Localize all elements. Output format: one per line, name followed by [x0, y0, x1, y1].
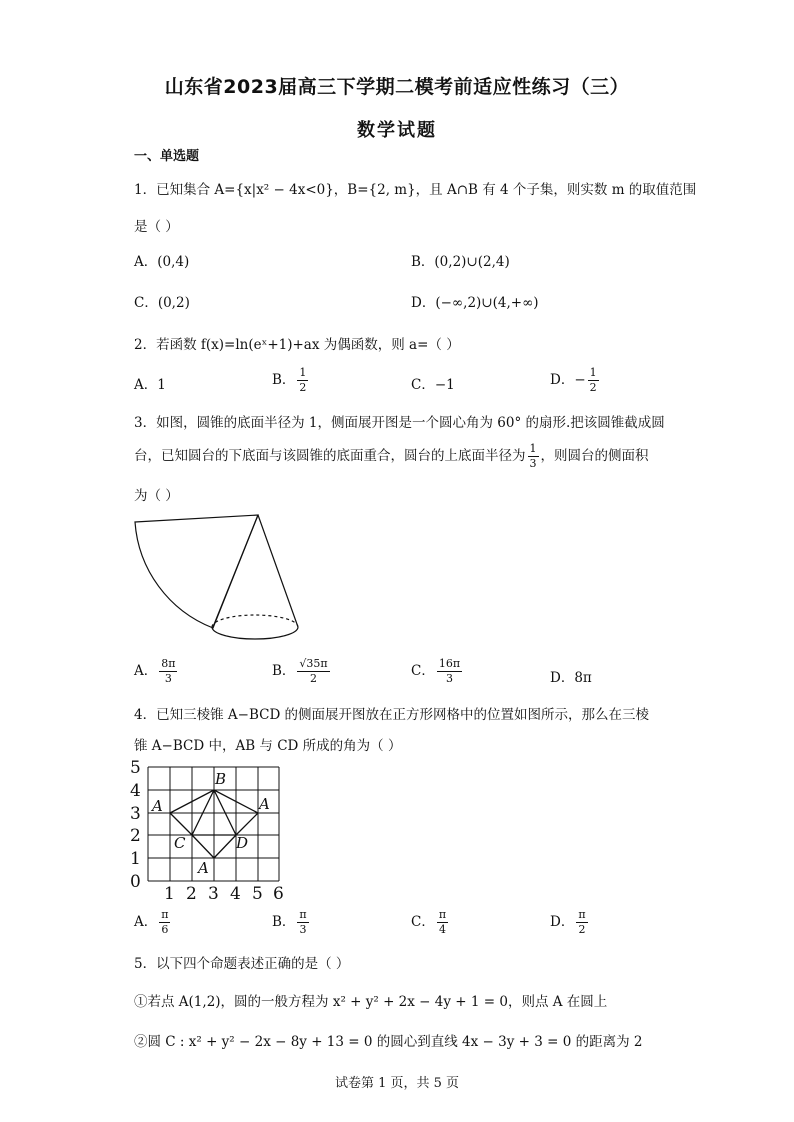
q2-stem: 2．若函数 f(x)=ln(eˣ+1)+ax 为偶函数，则 a=（ ）	[134, 337, 460, 353]
vertex-label-c: C	[174, 834, 186, 852]
paper-title: 山东省2023届高三下学期二模考前适应性练习（三）	[164, 76, 630, 98]
q3-option-b-label: B．	[272, 663, 296, 679]
fraction-numerator: π	[161, 908, 169, 921]
q3-option-b	[272, 657, 332, 686]
q3-stem-line2-b: ，则圆台的侧面积	[540, 448, 649, 464]
q4-option-c-fraction	[437, 908, 448, 937]
y-tick-3: 3	[130, 804, 141, 824]
q3-option-a	[134, 657, 179, 686]
fraction-numerator: √35π	[299, 657, 328, 670]
y-tick-1: 1	[130, 849, 141, 869]
fraction-denominator: 2	[299, 381, 307, 394]
fraction-denominator: 2	[578, 923, 586, 936]
fraction-denominator: 4	[438, 923, 446, 936]
fraction-numerator: 1	[529, 442, 537, 455]
q3-radius-fraction	[528, 442, 539, 471]
q4-option-a	[134, 908, 172, 937]
q3-option-a-fraction	[159, 657, 177, 686]
fraction-denominator: 3	[164, 672, 172, 685]
cone-left-edge	[213, 515, 258, 627]
y-tick-5: 5	[130, 758, 141, 778]
fraction-denominator: 2	[589, 381, 597, 394]
q4-option-d-fraction	[576, 908, 587, 937]
fraction-denominator: 2	[310, 672, 318, 685]
q5-stem: 5．以下四个命题表述正确的是（ ）	[134, 956, 350, 972]
x-tick-4: 4	[230, 884, 241, 902]
q4-option-a-label: A．	[134, 914, 158, 930]
vertex-label-d: D	[236, 834, 249, 852]
fraction-numerator: 1	[299, 366, 307, 379]
q1-stem-line2: 是（ ）	[134, 219, 179, 235]
q4-option-b	[272, 908, 311, 937]
q2-option-a: A．1	[134, 377, 166, 393]
fraction-numerator: 1	[589, 366, 597, 379]
q3-option-d: D．8π	[550, 670, 592, 686]
cone-base-back	[212, 615, 298, 627]
q3-stem-line1: 3．如图，圆锥的底面半径为 1，侧面展开图是一个圆心角为 60° 的扇形.把该圆锥截成圆	[134, 415, 665, 431]
q3-option-a-label: A．	[134, 663, 158, 679]
q4-option-c-label: C．	[411, 914, 435, 930]
q3-option-c-fraction	[437, 657, 462, 686]
sector-development	[135, 515, 258, 628]
x-tick-6: 6	[273, 884, 284, 902]
paper-subject: 数学试题	[357, 120, 437, 141]
q4-option-c	[411, 908, 450, 937]
cone-base-front	[212, 627, 298, 639]
q5-statement-2: ②圆 C : x² + y² − 2x − 8y + 13 = 0 的圆心到直线 4x − 3y + 3 = 0 的距离为 2	[134, 1034, 643, 1050]
vertex-label-a-left: A	[152, 797, 163, 815]
q1-stem-line1: 1．已知集合 A={x|x² − 4x<0}，B={2, m}，且 A∩B 有 4 个子集，则实数 m 的取值范围	[134, 182, 697, 198]
q2-option-d	[550, 366, 601, 395]
q3-option-c	[411, 657, 464, 686]
q4-option-d	[550, 908, 590, 937]
net-grid-figure	[128, 757, 298, 902]
q1-option-b: B．(0,2)∪(2,4)	[411, 254, 510, 270]
cone-figure	[130, 510, 320, 660]
q2-option-b	[272, 366, 310, 395]
fraction-numerator: π	[299, 908, 307, 921]
grid-lines	[148, 767, 279, 881]
q1-option-d: D．(−∞,2)∪(4,+∞)	[411, 295, 539, 311]
fraction-numerator: 8π	[161, 657, 176, 670]
q3-option-c-label: C．	[411, 663, 435, 679]
q2-option-b-fraction	[297, 366, 308, 395]
vertex-label-a-right: A	[259, 795, 270, 813]
q4-option-b-fraction	[297, 908, 308, 937]
cone-right-edge	[258, 515, 298, 627]
vertex-label-a-bottom: A	[198, 859, 209, 877]
q2-option-c: C．−1	[411, 377, 455, 393]
q4-stem-line1: 4．已知三棱锥 A−BCD 的侧面展开图放在正方形网格中的位置如图所示，那么在三棱	[134, 707, 650, 723]
fraction-denominator: 3	[445, 672, 453, 685]
vertex-label-b: B	[215, 770, 227, 788]
x-tick-3: 3	[208, 884, 219, 902]
y-tick-2: 2	[130, 826, 141, 846]
page-footer: 试卷第 1 页，共 5 页	[334, 1076, 460, 1091]
section-heading: 一、单选题	[134, 149, 200, 164]
q4-option-a-fraction	[159, 908, 170, 937]
q4-stem-line2: 锥 A−BCD 中，AB 与 CD 所成的角为（ ）	[134, 738, 402, 754]
fraction-denominator: 3	[299, 923, 307, 936]
q2-option-b-label: B．	[272, 372, 296, 388]
q2-option-d-label: D．−	[550, 372, 586, 388]
q2-option-d-fraction	[588, 366, 599, 395]
q1-option-c: C．(0,2)	[134, 295, 190, 311]
fraction-denominator: 6	[161, 923, 169, 936]
q3-stem-line3: 为（ ）	[134, 488, 179, 504]
q4-option-d-label: D．	[550, 914, 575, 930]
q3-option-b-fraction	[297, 657, 329, 686]
x-tick-2: 2	[186, 884, 197, 902]
fraction-denominator: 3	[529, 457, 537, 470]
fraction-numerator: 16π	[438, 657, 461, 670]
x-tick-5: 5	[252, 884, 263, 902]
fraction-numerator: π	[438, 908, 447, 921]
x-tick-1: 1	[164, 884, 175, 902]
q1-option-a: A．(0,4)	[134, 254, 190, 270]
y-tick-4: 4	[130, 781, 141, 801]
q5-statement-1: ①若点 A(1,2)，圆的一般方程为 x² + y² + 2x − 4y + 1 = 0，则点 A 在圆上	[134, 994, 608, 1010]
fraction-numerator: π	[578, 908, 586, 921]
q3-stem-line2-a: 台，已知圆台的下底面与该圆锥的底面重合，圆台的上底面半径为	[134, 448, 526, 464]
q3-stem-line2	[134, 442, 649, 471]
y-tick-0: 0	[130, 872, 141, 892]
q4-option-b-label: B．	[272, 914, 296, 930]
